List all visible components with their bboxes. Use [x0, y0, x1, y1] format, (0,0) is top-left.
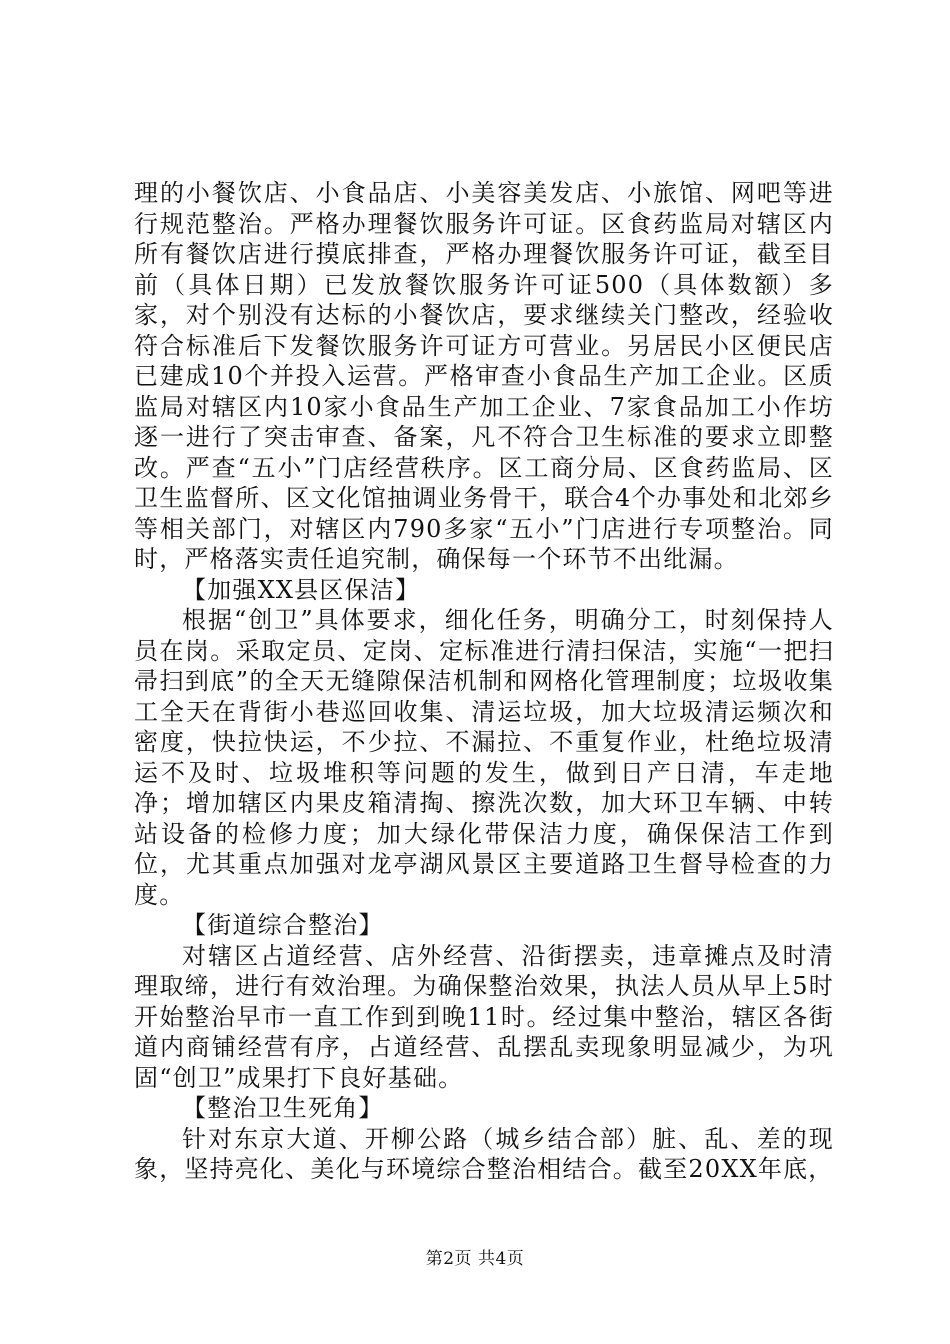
paragraph-dead-corners: 针对东京大道、开柳公路（城乡结合部）脏、乱、差的现象，坚持亮化、美化与环境综合整治相结合。截至20XX年底，	[134, 1124, 834, 1183]
paragraph-cleaning: 根据“创卫”具体要求，细化任务，明确分工，时刻保持人员在岗。采取定员、定岗、定标准进行清扫保洁，实施“一把扫帚扫到底”的全天无缝隙保洁机制和网格化管理制度；垃圾收集工全天在背街小巷巡回收集、清运垃圾，加大垃圾清运频次和密度，快拉快运，不少拉、不漏拉、不重复作业，杜绝垃圾清运不及时、垃圾堆积等问题的发生，做到日产日清，车走地净；增加辖区内果皮箱清掏、擦洗次数，加大环卫车辆、中转站设备的检修力度；加大绿化带保洁力度，确保保洁工作到位，尤其重点加强对龙亭湖风景区主要道路卫生督导检查的力度。	[134, 606, 834, 909]
section-heading-dead-corners: 【整治卫生死角】	[182, 1094, 384, 1122]
paragraph-street: 对辖区占道经营、店外经营、沿街摆卖，违章摊点及时清理取缔，进行有效治理。为确保整治效果，执法人员从早上5时开始整治早市一直工作到到晚11时。经过集中整治，辖区各街道内商铺经营有序，占道经营、乱摆乱卖现象明显减少，为巩固“创卫”成果打下良好基础。	[134, 941, 834, 1092]
section-heading-street: 【街道综合整治】	[182, 911, 384, 939]
document-body	[134, 178, 834, 1185]
section-heading-cleaning: 【加强XX县区保洁】	[182, 575, 421, 604]
page-footer: 第2页 共4页	[425, 1249, 525, 1269]
paragraph-continuation: 理的小餐饮店、小食品店、小美容美发店、小旅馆、网吧等进行规范整治。严格办理餐饮服务许可证。区食药监局对辖区内所有餐饮店进行摸底排查，严格办理餐饮服务许可证，截至目前（具体日期）已发放餐饮服务许可证500（具体数额）多家，对个别没有达标的小餐饮店，要求继续关门整改，经验收符合标准后下发餐饮服务许可证方可营业。另居民小区便民店已建成10个并投入运营。严格审查小食品生产加工企业。区质监局对辖区内10家小食品生产加工企业、7家食品加工小作坊逐一进行了突击审查、备案，凡不符合卫生标准的要求立即整改。严查“五小”门店经营秩序。区工商分局、区食药监局、区卫生监督所、区文化馆抽调业务骨干，联合4个办事处和北郊乡等相关部门，对辖区内790多家“五小”门店进行专项整治。同时，严格落实责任追究制，确保每一个环节不出纰漏。	[134, 179, 834, 573]
